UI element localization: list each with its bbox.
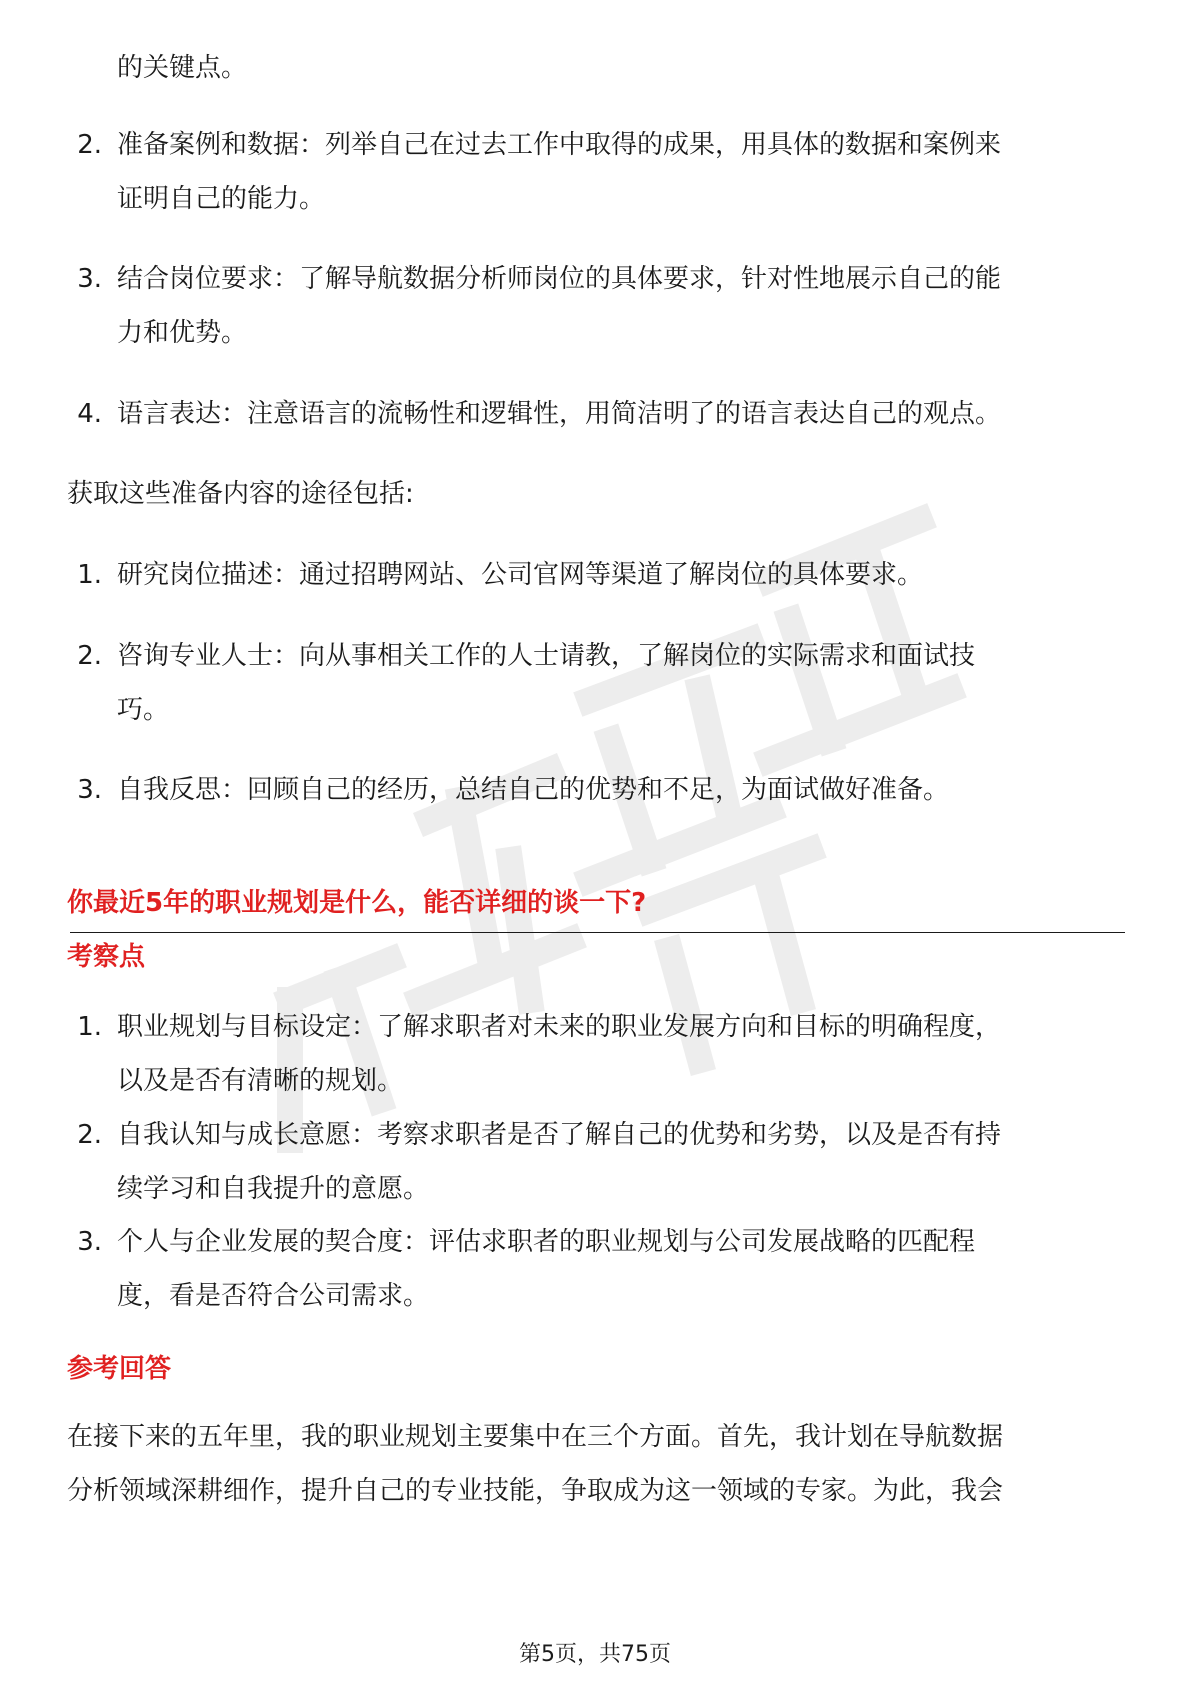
list-item-line: 职业规划与目标设定：了解求职者对未来的职业发展方向和目标的明确程度， [117, 1012, 1002, 1042]
paths-intro: 获取这些准备内容的途径包括: [67, 479, 414, 509]
list-item-number: 2. [77, 641, 102, 671]
list-item-line: 自我认知与成长意愿：考察求职者是否了解自己的优势和劣势，以及是否有持 [117, 1120, 1002, 1150]
list-item-line: 研究岗位描述：通过招聘网站、公司官网等渠道了解岗位的具体要求。 [117, 560, 924, 590]
list-item-number: 4. [77, 399, 102, 429]
list-item-line: 以及是否有清晰的规划。 [117, 1066, 404, 1096]
list-item-line: 巧。 [117, 695, 170, 725]
answer-line: 分析领域深耕细作，提升自己的专业技能，争取成为这一领域的专家。为此，我会 [67, 1476, 1004, 1506]
list-item-line: 证明自己的能力。 [117, 184, 326, 214]
list-item-line: 度，看是否符合公司需求。 [117, 1281, 430, 1311]
list-item-line: 续学习和自我提升的意愿。 [117, 1174, 430, 1204]
list-item-line: 个人与企业发展的契合度：评估求职者的职业规划与公司发展战略的匹配程 [117, 1227, 976, 1257]
page-number: 第5页，共75页 [519, 1642, 671, 1667]
list-item-line: 自我反思：回顾自己的经历，总结自己的优势和不足，为面试做好准备。 [117, 775, 950, 805]
list-item-number: 1. [77, 560, 102, 590]
section-divider [70, 932, 1125, 933]
list-item-line: 咨询专业人士：向从事相关工作的人士请教，了解岗位的实际需求和面试技 [117, 641, 976, 671]
focus-heading: 考察点 [67, 942, 146, 972]
continuation-text: 的关键点。 [117, 53, 248, 83]
list-item-number: 3. [77, 775, 102, 805]
list-item-number: 3. [77, 1227, 102, 1257]
list-item-line: 语言表达：注意语言的流畅性和逻辑性，用简洁明了的语言表达自己的观点。 [117, 399, 1002, 429]
list-item-number: 3. [77, 264, 102, 294]
list-item-line: 准备案例和数据：列举自己在过去工作中取得的成果，用具体的数据和案例来 [117, 130, 1002, 160]
list-item-number: 2. [77, 1120, 102, 1150]
answer-line: 在接下来的五年里，我的职业规划主要集中在三个方面。首先，我计划在导航数据 [67, 1422, 1004, 1452]
list-item-number: 1. [77, 1012, 102, 1042]
list-item-number: 2. [77, 130, 102, 160]
list-item-line: 力和优势。 [117, 318, 248, 348]
question-title: 你最近5年的职业规划是什么，能否详细的谈一下? [67, 888, 647, 918]
list-item-line: 结合岗位要求：了解导航数据分析师岗位的具体要求，针对性地展示自己的能 [117, 264, 1002, 294]
answer-heading: 参考回答 [67, 1354, 172, 1384]
